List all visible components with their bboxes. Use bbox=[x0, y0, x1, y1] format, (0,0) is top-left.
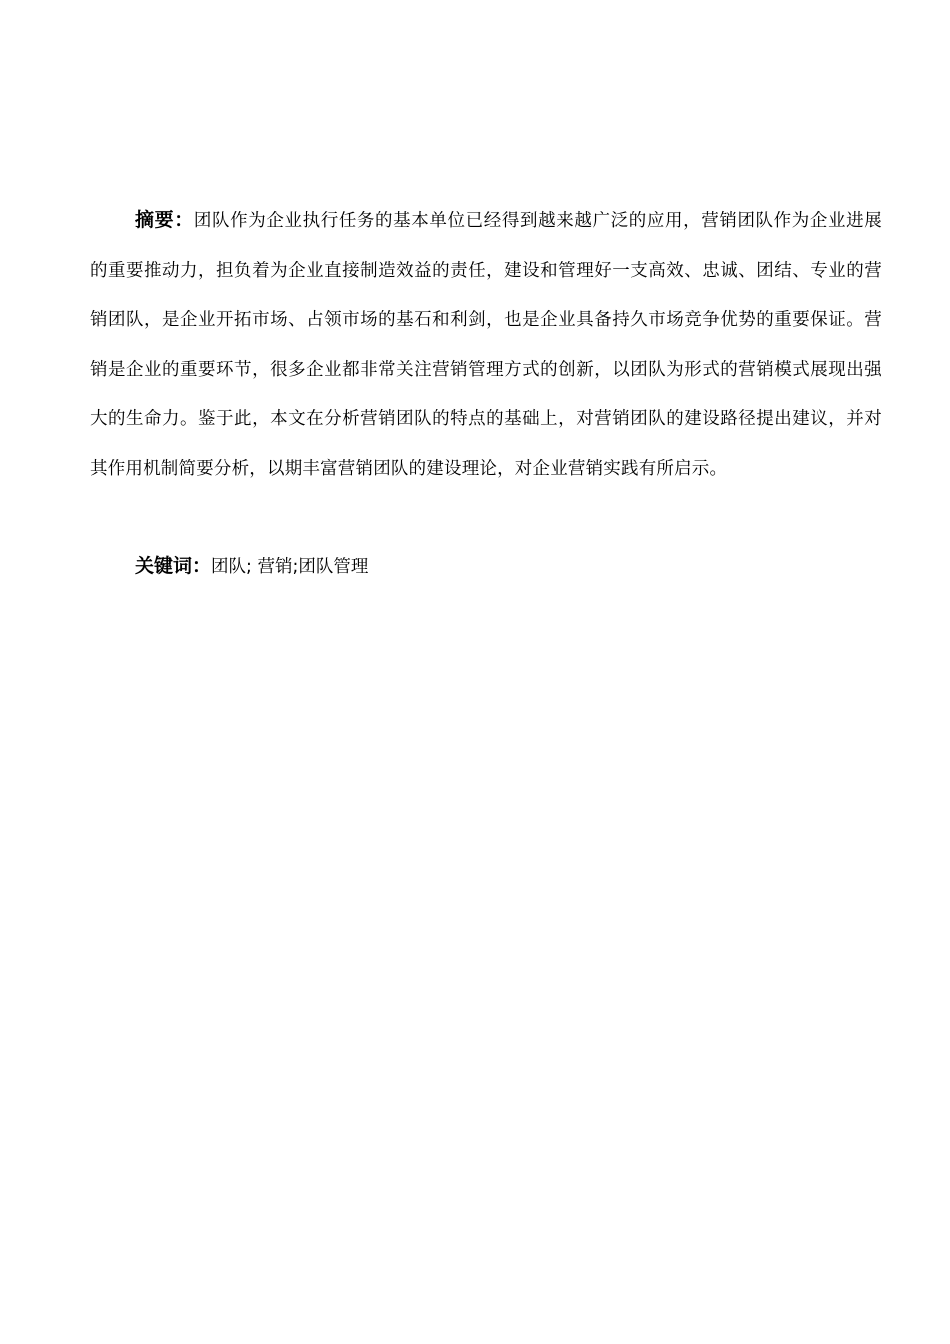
keywords-text: 团队; 营销;团队管理 bbox=[211, 557, 369, 577]
abstract-paragraph bbox=[90, 196, 882, 494]
keywords-paragraph bbox=[90, 542, 882, 593]
keywords-label: 关键词： bbox=[135, 555, 212, 577]
abstract-text: 团队作为企业执行任务的基本单位已经得到越来越广泛的应用，营销团队作为企业进展的重要推动力，担负着为企业直接制造效益的责任，建设和管理好一支高效、忠诚、团结、专业的营销团队，是企业开拓市场、占领市场的基石和利剑，也是企业具备持久市场竞争优势的重要保证。营销是企业的重要环节，很多企业都非常关注营销管理方式的创新，以团队为形式的营销模式展现出强大的生命力。鉴于此，本文在分析营销团队的特点的基础上，对营销团队的建设路径提出建议，并对其作用机制简要分析，以期丰富营销团队的建设理论，对企业营销实践有所启示。 bbox=[90, 211, 882, 479]
abstract-label: 摘要： bbox=[135, 209, 194, 231]
